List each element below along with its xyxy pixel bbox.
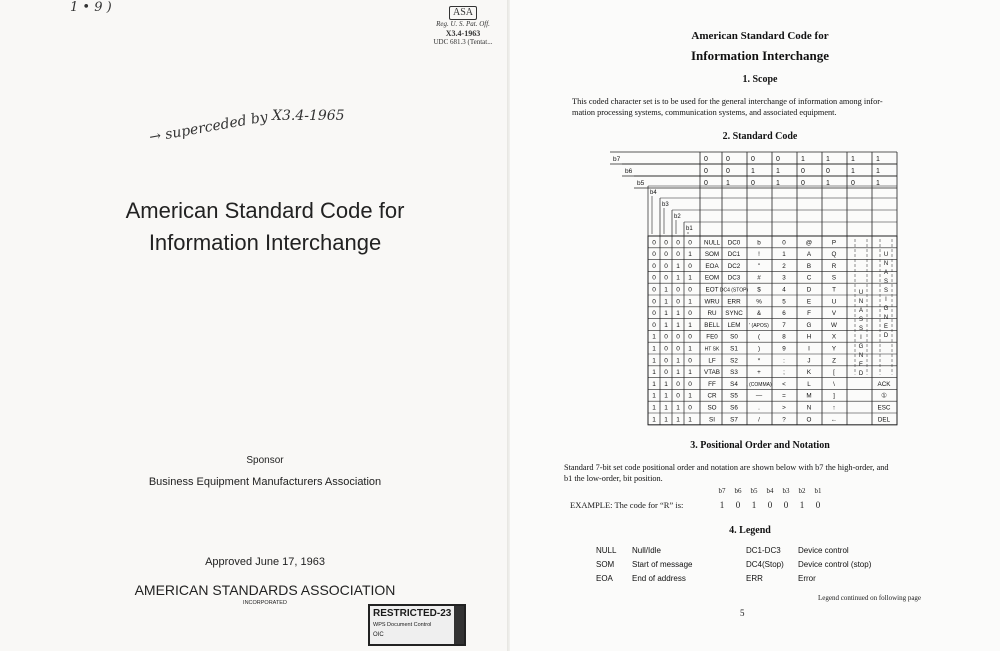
col-header-bit: 1 bbox=[826, 180, 830, 187]
handwritten-superceded: → superceded by bbox=[148, 109, 269, 146]
code-cell: H bbox=[806, 333, 812, 341]
code-cell: ] bbox=[833, 392, 835, 400]
row-bit: 1 bbox=[676, 357, 680, 365]
row-bit: 1 bbox=[688, 321, 692, 329]
unassigned-letter-col7: N bbox=[883, 315, 889, 321]
col-header-bit: 0 bbox=[801, 180, 805, 187]
unassigned-letter-col7: G bbox=[883, 306, 889, 312]
code-cell: — bbox=[755, 392, 763, 400]
unassigned-letter-col6: I bbox=[860, 335, 862, 341]
legend-code: NULL bbox=[596, 546, 617, 555]
handwritten-mark: 1 • 9 ) bbox=[70, 0, 112, 15]
example-bit-name: b3 bbox=[782, 487, 790, 495]
row-bit: 0 bbox=[688, 357, 692, 365]
row-bit: 1 bbox=[664, 286, 668, 294]
row-bit: 0 bbox=[664, 357, 668, 365]
code-cell: R bbox=[831, 262, 837, 270]
unassigned-letter-col7: A bbox=[883, 270, 889, 276]
row-bit: 0 bbox=[652, 239, 656, 247]
code-cell: Q bbox=[831, 251, 837, 259]
example-bit-value: 1 bbox=[719, 500, 725, 510]
legend-code2: ERR bbox=[746, 574, 763, 583]
row-bit: 0 bbox=[664, 274, 668, 282]
unassigned-letter-col6: S bbox=[858, 326, 864, 332]
sponsor-label: Sponsor bbox=[246, 455, 284, 466]
row-bit: 0 bbox=[688, 239, 692, 247]
col-header-bit: 1 bbox=[776, 168, 780, 175]
example-bit-value: 0 bbox=[815, 500, 821, 510]
code-cell: 6 bbox=[782, 310, 786, 318]
code-cell: % bbox=[756, 298, 762, 306]
special-cell: ESC bbox=[877, 404, 891, 412]
code-cell: 8 bbox=[782, 333, 786, 341]
unassigned-letter-col6: A bbox=[858, 308, 864, 314]
legend-code: SOM bbox=[596, 560, 615, 569]
asa-reg-line: Reg. U. S. Pat. Off. bbox=[436, 20, 490, 28]
code-cell: 5 bbox=[782, 298, 786, 306]
bit-label-b1: b1 bbox=[686, 226, 693, 232]
legend-code2: DC4(Stop) bbox=[746, 560, 784, 569]
col-header-bit: 0 bbox=[704, 156, 708, 163]
row-bit: 1 bbox=[652, 404, 656, 412]
asa-logo: ASA bbox=[449, 6, 477, 20]
row-bit: 1 bbox=[664, 298, 668, 306]
code-cell: L bbox=[807, 380, 811, 388]
example-bit-name: b2 bbox=[798, 487, 806, 495]
code-cell: T bbox=[832, 286, 836, 294]
code-cell: 3 bbox=[782, 274, 786, 282]
code-cell: E bbox=[806, 298, 812, 306]
col-header-bit: 1 bbox=[751, 168, 755, 175]
code-cell: LEM bbox=[727, 321, 741, 329]
row-bit: 1 bbox=[652, 333, 656, 341]
row-bit: 1 bbox=[652, 369, 656, 377]
code-cell: V bbox=[831, 310, 837, 318]
special-cell: ACK bbox=[877, 380, 891, 388]
row-bit: 0 bbox=[664, 333, 668, 341]
code-cell: VTAB bbox=[704, 369, 720, 377]
code-cell: S6 bbox=[730, 404, 738, 412]
bit-label-b2: b2 bbox=[674, 214, 681, 220]
row-bit: 1 bbox=[676, 369, 680, 377]
code-cell: EOT bbox=[705, 286, 719, 294]
code-cell: DC4 (STOP) bbox=[719, 287, 749, 294]
legend-heading: 4. Legend bbox=[729, 525, 771, 536]
scope-heading: 1. Scope bbox=[742, 74, 778, 85]
example-bit-value: 0 bbox=[783, 500, 789, 510]
row-bit: 1 bbox=[688, 274, 692, 282]
unassigned-letter-col7: D bbox=[883, 333, 889, 339]
content-page bbox=[510, 0, 1000, 651]
row-bit: 0 bbox=[676, 286, 680, 294]
row-bit: 1 bbox=[688, 298, 692, 306]
example-label: EXAMPLE: The code for “R” is: bbox=[570, 500, 684, 510]
code-cell: 4 bbox=[782, 286, 786, 294]
row-bit: 0 bbox=[676, 333, 680, 341]
code-cell: B bbox=[806, 262, 812, 270]
row-bit: 0 bbox=[664, 262, 668, 270]
row-bit: 0 bbox=[676, 251, 680, 259]
unassigned-letter-col7: N bbox=[883, 261, 889, 267]
positional-text-line2: b1 the low-order, bit position. bbox=[564, 474, 663, 483]
code-cell: SI bbox=[709, 416, 715, 424]
code-cell: 1 bbox=[782, 251, 786, 259]
row-bit: 0 bbox=[664, 345, 668, 353]
code-cell: . bbox=[758, 404, 760, 412]
row-bit: 0 bbox=[664, 239, 668, 247]
legend-code: EOA bbox=[596, 574, 613, 583]
col-header-bit: 1 bbox=[876, 180, 880, 187]
col-header-bit: 0 bbox=[704, 180, 708, 187]
code-cell: FE0 bbox=[706, 333, 718, 341]
row-bit: 1 bbox=[664, 310, 668, 318]
example-bit-value: 0 bbox=[767, 500, 773, 510]
row-bit: 0 bbox=[652, 262, 656, 270]
code-cell: S5 bbox=[730, 392, 738, 400]
example-bit-name: b5 bbox=[750, 487, 758, 495]
row-bit: 0 bbox=[688, 380, 692, 388]
code-cell: " bbox=[757, 262, 761, 270]
org-name: AMERICAN STANDARDS ASSOCIATION bbox=[134, 582, 396, 598]
positional-text-line1: Standard 7-bit set code positional order and notation are shown below with b7 the high-order, and bbox=[564, 463, 889, 472]
code-cell: / bbox=[758, 416, 760, 424]
bit-label-b6: b6 bbox=[625, 168, 633, 175]
code-cell: WRU bbox=[704, 298, 720, 306]
code-cell: S2 bbox=[730, 357, 738, 365]
col-header-bit: 0 bbox=[826, 168, 830, 175]
code-cell: FF bbox=[708, 380, 716, 388]
code-cell: 0 bbox=[782, 239, 786, 247]
example-bit-name: b4 bbox=[766, 487, 774, 495]
code-cell: < bbox=[782, 380, 786, 388]
code-cell: C bbox=[806, 274, 812, 282]
cover-title-line1: American Standard Code for bbox=[125, 198, 405, 223]
example-bit-value: 1 bbox=[751, 500, 757, 510]
code-cell: \ bbox=[833, 380, 835, 388]
code-cell: K bbox=[806, 369, 812, 377]
row-bit: 1 bbox=[676, 321, 680, 329]
legend-meaning: Null/Idle bbox=[632, 546, 661, 555]
special-cell: DEL bbox=[877, 416, 891, 424]
example-bit-value: 1 bbox=[799, 500, 805, 510]
col-header-bit: 0 bbox=[801, 168, 805, 175]
row-bit: 0 bbox=[652, 321, 656, 329]
code-cell: W bbox=[831, 321, 837, 329]
sponsor-name: Business Equipment Manufacturers Association bbox=[148, 476, 382, 488]
code-cell: BELL bbox=[704, 321, 720, 329]
code-cell: & bbox=[756, 310, 762, 318]
col-header-bit: 1 bbox=[826, 156, 830, 163]
row-bit: 1 bbox=[676, 404, 680, 412]
code-cell: N bbox=[806, 404, 812, 412]
col-header-bit: 0 bbox=[751, 156, 755, 163]
col-header-bit: 1 bbox=[876, 168, 880, 175]
example-bit-name: b7 bbox=[718, 487, 726, 495]
example-bit-name: b1 bbox=[814, 487, 822, 495]
code-cell: > bbox=[782, 404, 786, 412]
code-cell: NULL bbox=[703, 239, 721, 247]
row-bit: 1 bbox=[652, 392, 656, 400]
code-cell: I bbox=[808, 345, 810, 353]
stamp-line2: WPS Document Control bbox=[373, 622, 432, 628]
unassigned-letter-col6: G bbox=[858, 344, 864, 350]
row-bit: 1 bbox=[676, 262, 680, 270]
col-header-bit: 1 bbox=[801, 156, 805, 163]
code-cell: SYNC bbox=[725, 310, 743, 318]
page-heading-line1: American Standard Code for bbox=[691, 30, 829, 42]
asa-designation-box bbox=[418, 2, 508, 47]
col-header-bit: 0 bbox=[851, 180, 855, 187]
row-bit: 1 bbox=[652, 416, 656, 424]
code-cell: ↑ bbox=[832, 404, 836, 412]
col-header-bit: 1 bbox=[851, 168, 855, 175]
code-cell: M bbox=[806, 392, 812, 400]
row-bit: 1 bbox=[664, 392, 668, 400]
unassigned-letter-col6: D bbox=[858, 371, 864, 377]
code-cell: S7 bbox=[730, 416, 738, 424]
cover-title-line2: Information Interchange bbox=[148, 230, 382, 255]
row-bit: 1 bbox=[664, 404, 668, 412]
legend-meaning: End of address bbox=[632, 574, 686, 583]
legend-meaning2: Error bbox=[798, 574, 816, 583]
code-cell: EOA bbox=[705, 262, 719, 270]
code-cell: CR bbox=[707, 392, 717, 400]
row-bit: 1 bbox=[676, 310, 680, 318]
handwritten-date: X3.4-1965 bbox=[272, 108, 345, 124]
legend-meaning: Start of message bbox=[632, 560, 693, 569]
unassigned-letter-col6: U bbox=[858, 290, 864, 296]
row-bit: 0 bbox=[652, 310, 656, 318]
code-cell: SOM bbox=[704, 251, 720, 259]
code-cell: 9 bbox=[782, 345, 786, 353]
code-cell: LF bbox=[708, 357, 716, 365]
page-number: 5 bbox=[740, 608, 745, 618]
example-bit-name: b6 bbox=[734, 487, 742, 495]
unassigned-letter-col7: U bbox=[883, 252, 889, 258]
code-cell: O bbox=[806, 416, 812, 424]
code-cell: = bbox=[782, 392, 786, 400]
code-cell: + bbox=[757, 369, 761, 377]
code-cell: X bbox=[831, 333, 837, 341]
row-bit: 0 bbox=[676, 345, 680, 353]
row-bit: 0 bbox=[652, 298, 656, 306]
code-cell: ( bbox=[757, 333, 761, 341]
positional-heading: 3. Positional Order and Notation bbox=[690, 440, 830, 451]
special-cell: ① bbox=[881, 392, 887, 400]
legend-continued-note: Legend continued on following page bbox=[818, 594, 922, 602]
code-cell: DC0 bbox=[727, 239, 741, 247]
unassigned-letter-col6: S bbox=[858, 317, 864, 323]
col-header-bit: 1 bbox=[776, 180, 780, 187]
code-cell: Y bbox=[831, 345, 837, 353]
code-cell: , (COMMA) bbox=[746, 381, 772, 388]
unassigned-letter-col7: E bbox=[883, 324, 889, 330]
col-header-bit: 1 bbox=[851, 156, 855, 163]
row-bit: 1 bbox=[688, 416, 692, 424]
row-bit: 0 bbox=[664, 369, 668, 377]
code-cell: ) bbox=[757, 345, 761, 353]
row-bit: 0 bbox=[664, 251, 668, 259]
page-heading-line2: Information Interchange bbox=[690, 48, 830, 63]
code-cell: G bbox=[806, 321, 812, 329]
col-header-bit: 1 bbox=[876, 156, 880, 163]
code-table bbox=[510, 150, 1000, 430]
row-bit: 1 bbox=[664, 416, 668, 424]
row-bit: 1 bbox=[664, 380, 668, 388]
code-cell: DC1 bbox=[727, 251, 741, 259]
legend-code2: DC1-DC3 bbox=[746, 546, 781, 555]
code-cell: [ bbox=[833, 369, 835, 377]
row-bit: 0 bbox=[688, 310, 692, 318]
asa-standard-number: X3.4-1963 bbox=[445, 29, 481, 38]
row-bit: 0 bbox=[652, 286, 656, 294]
row-bit: 0 bbox=[676, 239, 680, 247]
stamp-side-bar bbox=[454, 606, 464, 644]
unassigned-letter-col6: E bbox=[858, 362, 864, 368]
standard-code-heading: 2. Standard Code bbox=[722, 131, 798, 142]
stamp-line3: OIC bbox=[373, 632, 384, 638]
row-bit: 1 bbox=[688, 392, 692, 400]
code-cell: S4 bbox=[730, 380, 738, 388]
unassigned-letter-col6: N bbox=[858, 299, 864, 305]
row-bit: 1 bbox=[652, 345, 656, 353]
bit-label-b5: b5 bbox=[637, 180, 645, 187]
code-cell: ← bbox=[830, 416, 838, 424]
code-cell: F bbox=[807, 310, 811, 318]
row-bit: 1 bbox=[688, 345, 692, 353]
restricted-stamp bbox=[368, 604, 466, 646]
row-bit: 1 bbox=[676, 274, 680, 282]
row-bit: 1 bbox=[652, 357, 656, 365]
code-cell: * bbox=[757, 357, 761, 365]
row-bit: 0 bbox=[688, 404, 692, 412]
code-cell: # bbox=[757, 274, 761, 282]
code-cell: D bbox=[806, 286, 812, 294]
code-cell: S3 bbox=[730, 369, 738, 377]
row-bit: 0 bbox=[652, 274, 656, 282]
unassigned-letter-col7: S bbox=[883, 279, 889, 285]
code-cell: DC2 bbox=[727, 262, 741, 270]
unassigned-letter-col7: I bbox=[885, 297, 887, 303]
bit-label-b4: b4 bbox=[650, 190, 657, 196]
scope-text-line1: This coded character set is to be used for the general interchange of information among infor- bbox=[572, 97, 883, 106]
code-cell: A bbox=[806, 251, 812, 259]
code-cell: Z bbox=[832, 357, 836, 365]
unassigned-letter-col6: N bbox=[858, 353, 864, 359]
row-bit: 0 bbox=[676, 380, 680, 388]
code-cell: RU bbox=[707, 310, 717, 318]
code-cell: ! bbox=[758, 251, 760, 259]
unassigned-letter-col7: S bbox=[883, 288, 889, 294]
row-bit: 0 bbox=[676, 392, 680, 400]
row-bit: 0 bbox=[676, 298, 680, 306]
code-cell: S1 bbox=[730, 345, 738, 353]
code-cell: 2 bbox=[782, 262, 786, 270]
col-header-bit: 0 bbox=[704, 168, 708, 175]
row-bit: 0 bbox=[688, 262, 692, 270]
row-bit: 1 bbox=[688, 369, 692, 377]
code-cell: ; bbox=[783, 369, 785, 377]
code-cell: ERR bbox=[727, 298, 741, 306]
example-bit-value: 0 bbox=[735, 500, 741, 510]
col-header-bit: 0 bbox=[751, 180, 755, 187]
row-bit: 1 bbox=[652, 380, 656, 388]
code-cell: HT SK bbox=[704, 346, 720, 353]
code-cell: J bbox=[807, 357, 811, 365]
row-bit: 1 bbox=[676, 416, 680, 424]
code-cell: ' (APOS) bbox=[749, 322, 769, 329]
scope-text-line2: mation processing systems, communication systems, and associated equipment. bbox=[572, 108, 837, 117]
code-cell: U bbox=[831, 298, 837, 306]
bit-label-b3: b3 bbox=[662, 202, 669, 208]
code-cell: DC3 bbox=[727, 274, 741, 282]
row-bit: 0 bbox=[688, 286, 692, 294]
col-header-bit: 0 bbox=[726, 168, 730, 175]
org-incorporated: INCORPORATED bbox=[243, 600, 287, 606]
code-cell: SO bbox=[707, 404, 717, 412]
col-header-bit: 1 bbox=[726, 180, 730, 187]
bit-label-b7: b7 bbox=[613, 156, 621, 163]
approved-date: Approved June 17, 1963 bbox=[205, 556, 325, 568]
row-bit: 0 bbox=[652, 251, 656, 259]
legend-meaning2: Device control (stop) bbox=[798, 560, 872, 569]
col-header-bit: 0 bbox=[776, 156, 780, 163]
code-cell: EOM bbox=[704, 274, 720, 282]
code-cell: : bbox=[783, 357, 785, 365]
code-cell: S bbox=[831, 274, 837, 282]
code-cell: 7 bbox=[782, 321, 786, 329]
stamp-line1: RESTRICTED-23 bbox=[373, 608, 452, 619]
code-cell: P bbox=[831, 239, 837, 247]
code-cell: S0 bbox=[730, 333, 738, 341]
asa-udc-line: UDC 681.3 (Tentat... bbox=[433, 38, 493, 46]
col-header-bit: 0 bbox=[726, 156, 730, 163]
legend-meaning2: Device control bbox=[798, 546, 849, 555]
code-cell: @ bbox=[805, 239, 813, 247]
row-bit: 0 bbox=[688, 333, 692, 341]
code-cell: b bbox=[757, 239, 761, 247]
row-bit: 1 bbox=[664, 321, 668, 329]
row-bit: 1 bbox=[688, 251, 692, 259]
code-cell: $ bbox=[757, 286, 761, 294]
code-cell: ? bbox=[782, 416, 786, 424]
